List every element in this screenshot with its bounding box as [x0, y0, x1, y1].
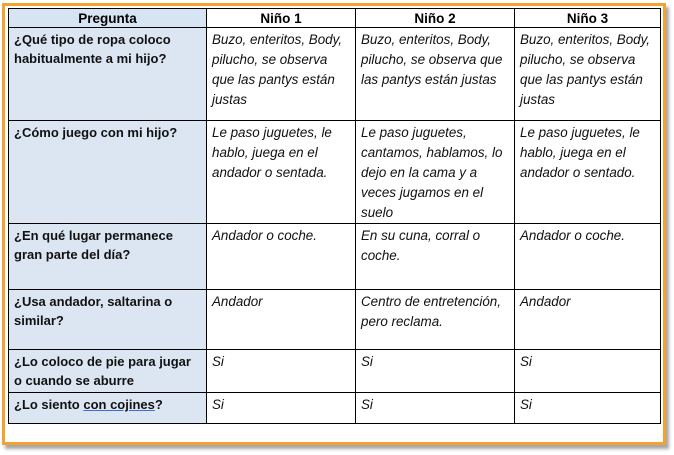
question-cell: ¿Lo coloco de pie para jugar o cuando se aburre — [9, 350, 207, 393]
question-cell: ¿Usa andador, saltarina o similar? — [9, 290, 207, 350]
answer-cell: Le paso juguetes, le hablo, juega en el andador o sentado. — [515, 121, 661, 224]
table-row — [9, 121, 661, 224]
answer-cell: Andador o coche. — [515, 224, 661, 290]
question-text: ¿Lo siento — [14, 397, 84, 412]
header-row — [9, 9, 661, 28]
answer-cell: Buzo, enteritos, Body, pilucho, se observa que las pantys están justas — [207, 28, 356, 121]
answer-cell: Andador — [207, 290, 356, 350]
header-pregunta: Pregunta — [9, 9, 207, 28]
table-row — [9, 393, 661, 424]
answer-cell: Buzo, enteritos, Body, pilucho, se observa que las pantys están justas — [515, 28, 661, 121]
answer-cell: Centro de entretención, pero reclama. — [356, 290, 515, 350]
spellcheck-underlined-text: con cojines — [83, 397, 155, 412]
answer-cell: Si — [207, 393, 356, 424]
table-row — [9, 350, 661, 393]
question-cell: ¿En qué lugar permanece gran parte del día? — [9, 224, 207, 290]
answer-cell: Andador o coche. — [207, 224, 356, 290]
questionnaire-table — [8, 8, 661, 424]
answer-cell: Le paso juguetes, le hablo, juega en el andador o sentada. — [207, 121, 356, 224]
answer-cell: Si — [515, 393, 661, 424]
question-text: ? — [154, 397, 163, 412]
answer-cell: En su cuna, corral o coche. — [356, 224, 515, 290]
answer-cell: Buzo, enteritos, Body, pilucho, se observa que las pantys están justas — [356, 28, 515, 121]
question-cell: ¿Qué tipo de ropa coloco habitualmente a mi hijo? — [9, 28, 207, 121]
answer-cell: Si — [515, 350, 661, 393]
answer-cell: Si — [356, 393, 515, 424]
header-nino-3: Niño 3 — [515, 9, 661, 28]
answer-cell: Andador — [515, 290, 661, 350]
table-row — [9, 290, 661, 350]
answer-cell: Si — [356, 350, 515, 393]
header-nino-2: Niño 2 — [356, 9, 515, 28]
table-frame — [2, 3, 666, 445]
answer-cell: Si — [207, 350, 356, 393]
question-cell: ¿Cómo juego con mi hijo? — [9, 121, 207, 224]
answer-cell: Le paso juguetes, cantamos, hablamos, lo dejo en la cama y a veces jugamos en el suelo — [356, 121, 515, 224]
table-row — [9, 28, 661, 121]
question-cell — [9, 393, 207, 424]
table-row — [9, 224, 661, 290]
header-nino-1: Niño 1 — [207, 9, 356, 28]
